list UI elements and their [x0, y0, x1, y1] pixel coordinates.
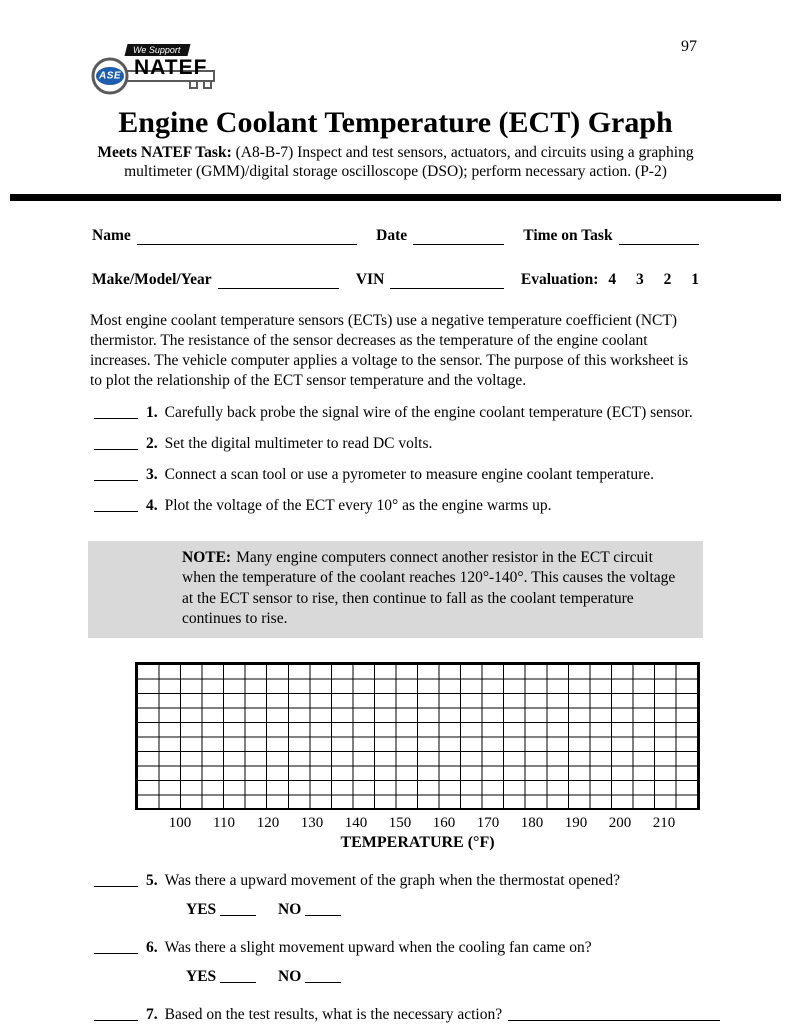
- make-model-year-blank: [218, 274, 339, 289]
- x-tick: 150: [388, 814, 412, 831]
- x-tick: 100: [168, 814, 192, 831]
- task-label: Meets NATEF Task:: [97, 144, 232, 161]
- vin-blank: [390, 274, 504, 289]
- yes-no-row: [186, 901, 791, 919]
- step-item: [94, 466, 731, 484]
- name-label: Name: [92, 226, 131, 244]
- yes-label: YES: [186, 967, 217, 985]
- question-number: 7.: [146, 1005, 158, 1023]
- question-number: 5.: [146, 871, 158, 889]
- x-tick: 110: [213, 814, 235, 831]
- page-number: 97: [681, 38, 697, 55]
- make-model-year-label: Make/Model/Year: [92, 270, 212, 288]
- step-item: [94, 435, 731, 453]
- x-tick: 180: [520, 814, 544, 831]
- no-blank: [305, 968, 341, 983]
- yes-blank: [220, 968, 256, 983]
- step-checkoff-blank: [94, 497, 138, 512]
- step-number: 1.: [146, 404, 158, 422]
- ase-label: ASE: [98, 70, 122, 82]
- step-checkoff-blank: [94, 466, 138, 481]
- question-item: [94, 939, 731, 957]
- we-support-label: We Support: [133, 45, 181, 55]
- step-item: [94, 404, 731, 422]
- x-tick: 200: [608, 814, 632, 831]
- step-number: 2.: [146, 435, 158, 453]
- page-title: Engine Coolant Temperature (ECT) Graph: [118, 106, 673, 139]
- note-box: [88, 541, 703, 638]
- no-label: NO: [278, 967, 302, 985]
- step-text: Plot the voltage of the ECT every 10° as the engine warms up.: [164, 497, 552, 515]
- x-tick: 120: [256, 814, 280, 831]
- x-axis-labels: [158, 815, 686, 832]
- x-tick: 210: [652, 814, 676, 831]
- date-label: Date: [376, 226, 408, 244]
- question-text: Was there a slight movement upward when the cooling fan came on?: [164, 938, 592, 956]
- natef-logo: [86, 44, 231, 100]
- question-checkoff-blank: [94, 872, 138, 887]
- step-number: 4.: [146, 497, 158, 515]
- page-header: [0, 0, 791, 104]
- plot-grid: [135, 662, 700, 810]
- question-item: [94, 872, 731, 890]
- form-row-identity: [92, 227, 699, 245]
- question-number: 6.: [146, 938, 158, 956]
- x-tick: 170: [476, 814, 500, 831]
- we-support-banner: [125, 44, 191, 56]
- x-axis-title: TEMPERATURE (°F): [340, 833, 495, 851]
- time-on-task-label: Time on Task: [523, 226, 613, 244]
- step-checkoff-blank: [94, 404, 138, 419]
- step-text: Connect a scan tool or use a pyrometer to measure engine coolant temperature.: [164, 466, 654, 484]
- step-checkoff-blank: [94, 435, 138, 450]
- question-text: Was there a upward movement of the graph when the thermostat opened?: [164, 871, 621, 889]
- natef-label: NATEF: [134, 56, 208, 79]
- yes-label: YES: [186, 900, 217, 918]
- x-tick: 190: [564, 814, 588, 831]
- intro-paragraph: Most engine coolant temperature sensors (ECTs) use a negative temperature coefficient (NCT) thermistor. The resistance of the sensor decreases as the temperature of the engine coolant increases. The vehicle computer applies a voltage to the sensor. The purpose of this worksheet is to plot the relationship of the ECT sensor temperature and the voltage.: [90, 311, 689, 390]
- note-label: NOTE:: [182, 549, 232, 567]
- step-text: Set the digital multimeter to read DC volts.: [164, 435, 433, 453]
- question-item: [94, 1006, 731, 1024]
- x-tick: 160: [432, 814, 456, 831]
- x-tick: 140: [344, 814, 368, 831]
- divider: [10, 194, 781, 201]
- yes-no-row: [186, 968, 791, 986]
- task-text: (A8-B-7) Inspect and test sensors, actuators, and circuits using a graphing multimeter (GMM)/digital storage oscilloscope (DSO); perform necessary action. (P-2): [124, 144, 694, 181]
- step-number: 3.: [146, 466, 158, 484]
- vin-label: VIN: [355, 270, 385, 288]
- question-checkoff-blank: [94, 1006, 138, 1021]
- evaluation-scale: 4 3 2 1: [608, 270, 699, 288]
- evaluation-label: Evaluation:: [520, 270, 599, 288]
- no-label: NO: [278, 900, 302, 918]
- note-text: Many engine computers connect another resistor in the ECT circuit when the temperature of the coolant reaches 120°-140°. This causes the voltage at the ECT sensor to rise, then continue to fall as the coolant temperature continues to rise.: [182, 549, 676, 627]
- question-text: Based on the test results, what is the necessary action?: [164, 1005, 503, 1023]
- time-on-task-blank: [619, 230, 699, 245]
- date-blank: [413, 230, 504, 245]
- no-blank: [305, 901, 341, 916]
- answer-blank: [508, 1006, 720, 1021]
- steps-list: [0, 404, 791, 515]
- name-blank: [137, 230, 357, 245]
- step-item: [94, 497, 731, 515]
- natef-task-line: [76, 143, 716, 182]
- x-tick: 130: [300, 814, 324, 831]
- question-checkoff-blank: [94, 939, 138, 954]
- form-row-vehicle: [92, 271, 699, 289]
- step-text: Carefully back probe the signal wire of the engine coolant temperature (ECT) sensor.: [164, 404, 693, 422]
- yes-blank: [220, 901, 256, 916]
